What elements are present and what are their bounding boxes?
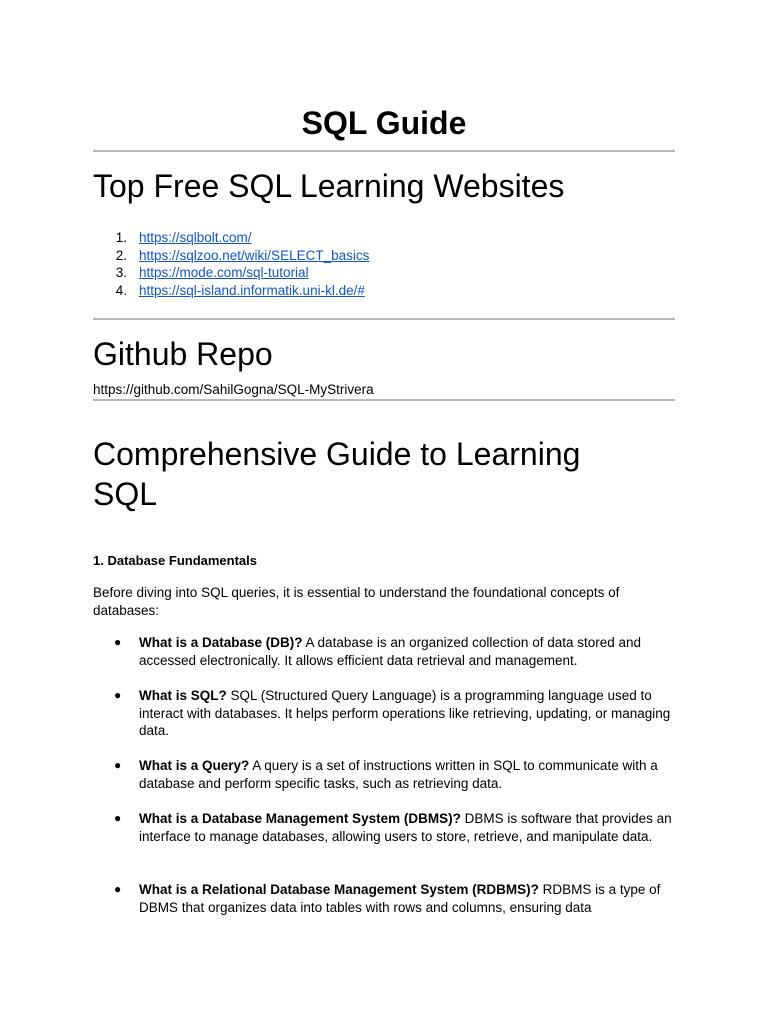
- bullet-icon: ●: [114, 688, 122, 702]
- bullet-text: A query is a set of instructions written in SQL to communicate with a database and perform specific tasks, such as retrieving data.: [139, 758, 658, 791]
- heading-top-free-sql-websites: Top Free SQL Learning Websites: [93, 168, 565, 204]
- divider: [93, 150, 675, 152]
- bullet-icon: ●: [114, 811, 122, 825]
- link-mode-sql-tutorial[interactable]: https://mode.com/sql-tutorial: [139, 265, 309, 281]
- intro-paragraph: Before diving into SQL queries, it is essential to understand the foundational concepts of databases:: [93, 585, 620, 618]
- list-item: [93, 282, 369, 300]
- bullet-term: What is SQL?: [139, 688, 227, 703]
- bullet-text: DBMS is software that provides an interface to manage databases, allowing users to store, retrieve, and manipulate data.: [139, 811, 672, 844]
- list-number: 2.: [115, 247, 127, 263]
- list-number: 4.: [115, 283, 127, 299]
- github-repo-url: https://github.com/SahilGogna/SQL-MyStrivera: [93, 382, 374, 397]
- list-item: [93, 264, 369, 282]
- list-number: 3.: [115, 265, 127, 281]
- list-number: 1.: [115, 230, 127, 245]
- link-sqlbolt[interactable]: https://sqlbolt.com/: [139, 230, 252, 245]
- link-sqlzoo[interactable]: https://sqlzoo.net/wiki/SELECT_basics: [139, 247, 370, 263]
- bullet-item-database: [114, 634, 679, 669]
- bullet-item-rdbms: [114, 881, 679, 916]
- list-item: [93, 247, 369, 265]
- websites-list: [93, 229, 369, 300]
- heading-comprehensive-guide: Comprehensive Guide to Learning SQL: [93, 436, 581, 512]
- bullet-term: What is a Database (DB)?: [139, 635, 303, 650]
- bullet-term: What is a Query?: [139, 758, 250, 773]
- document-title: SQL Guide: [301, 105, 467, 141]
- bullet-term: What is a Database Management System (DBMS)?: [139, 811, 461, 826]
- bullet-icon: ●: [114, 882, 122, 896]
- bullet-item-dbms: [114, 810, 679, 845]
- bullet-text: RDBMS is a type of DBMS that organizes data into tables with rows and columns, ensuring data: [139, 882, 661, 915]
- heading-github-repo: Github Repo: [93, 336, 273, 372]
- bullet-term: What is a Relational Database Management System (RDBMS)?: [139, 882, 539, 897]
- subheading-database-fundamentals: 1. Database Fundamentals: [93, 553, 257, 568]
- bullet-item-query: [114, 757, 679, 792]
- bullet-icon: ●: [114, 635, 122, 649]
- link-sql-island[interactable]: https://sql-island.informatik.uni-kl.de/#: [139, 283, 365, 299]
- divider: [93, 399, 675, 401]
- list-item: [93, 229, 369, 247]
- bullet-text: SQL (Structured Query Language) is a programming language used to interact with databases. It helps perform operations like retrieving, updating, or managing data.: [139, 688, 671, 738]
- bullet-text: A database is an organized collection of data stored and accessed electronically. It allows efficient data retrieval and management.: [139, 635, 642, 668]
- divider: [93, 318, 675, 320]
- bullet-icon: ●: [114, 758, 122, 772]
- bullet-item-sql: [114, 687, 679, 740]
